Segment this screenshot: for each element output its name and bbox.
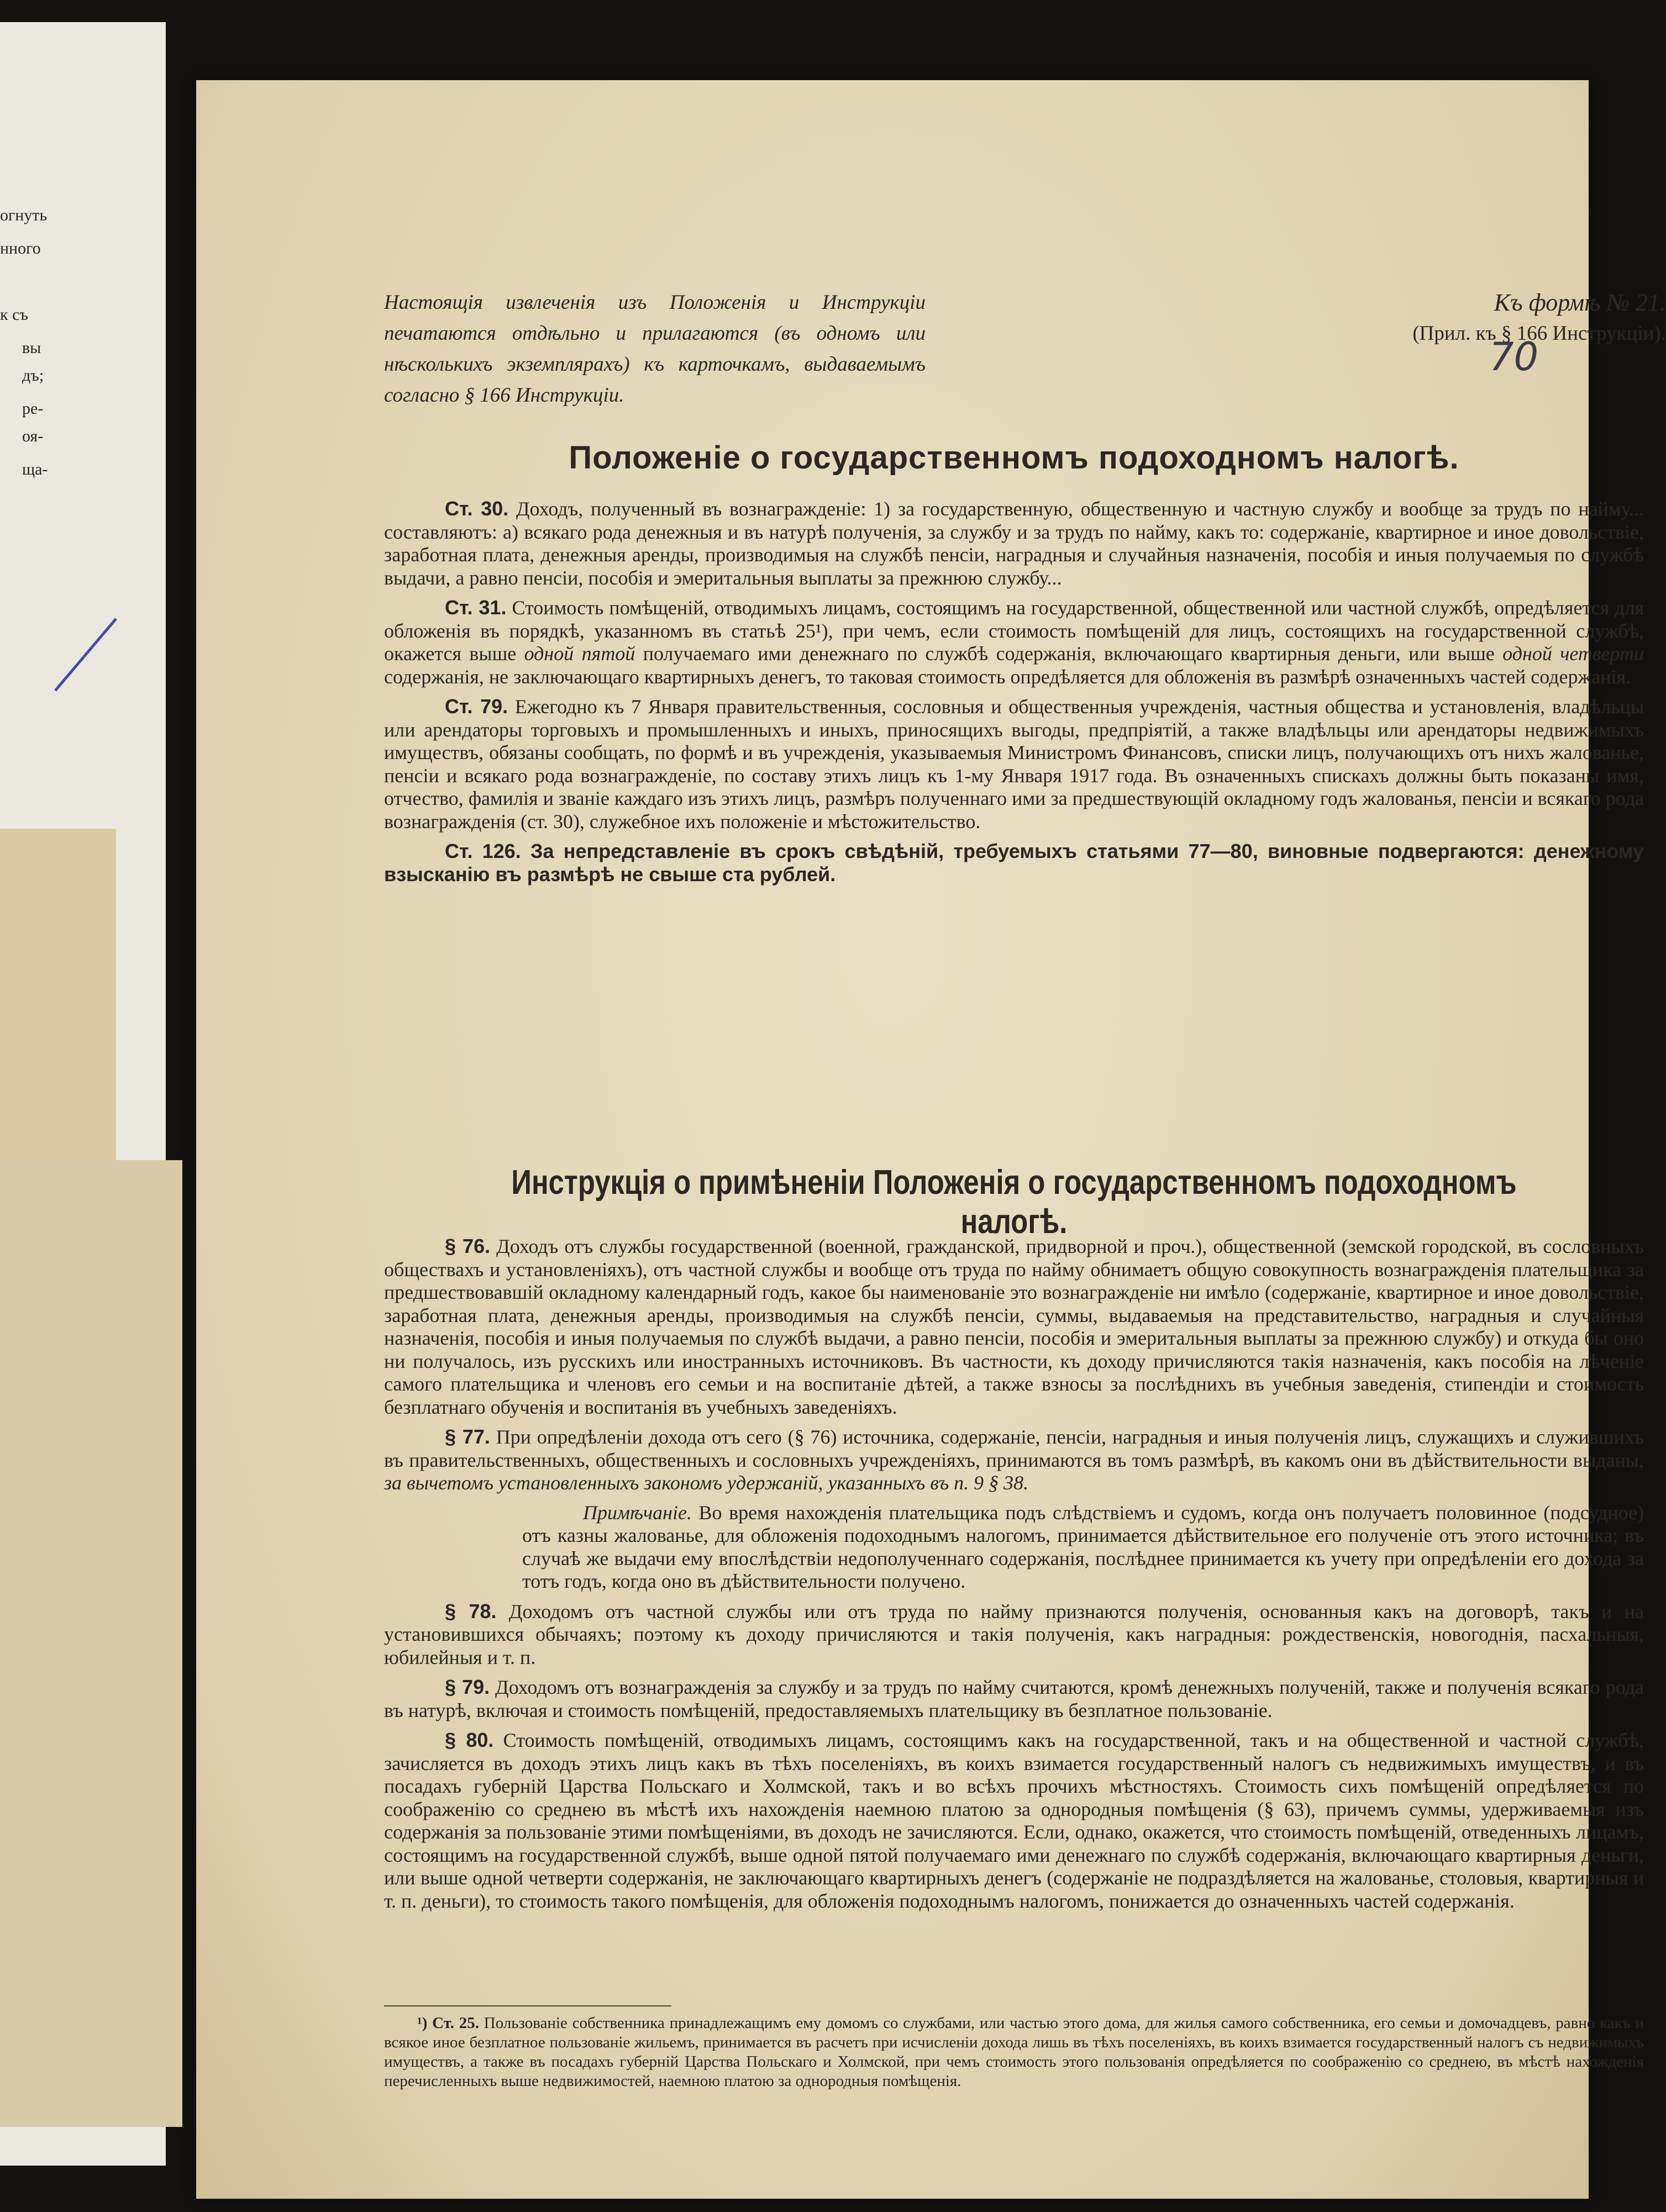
section-paragraph [384,1235,1644,1419]
left-edge-fragment: ре- [22,399,44,418]
left-paper-stack [0,0,182,2182]
section-text: Доходомъ отъ вознагражденія за службу и за трудъ по найму считаются, кромѣ денежныхъ полученій, также и полученія всякаго рода въ натурѣ, включая и стоимость помѣщеній, предоставляемыхъ плательщику въ безплатное пользованіе. [384,1676,1644,1721]
footnote-label: ¹) Ст. 25. [417,2014,479,2032]
section-text: Доходомъ отъ частной службы или отъ труда по найму признаются полученія, основанныя какъ на договорѣ, такъ и на установившихся обычаяхъ; поэтому къ доходу причисляются и такія полученія, какъ наградныя: рождественскія, новогоднія, пасхальныя, юбилейныя и т. п. [384,1600,1644,1668]
section-paragraph [384,1600,1644,1669]
form-reference [1412,287,1666,349]
article-label: Ст. 79. [445,695,508,718]
instruction-sections [384,1235,1644,1919]
left-edge-fragment: вы [22,339,41,357]
section-text: Стоимость помѣщеній, отводимыхъ лицамъ, состоящимъ какъ на государственной, такъ и на общественной и частной службѣ, зачисляется въ доходъ этихъ лицъ какъ въ тѣхъ поселеніяхъ, въ коихъ взимается государственный налогъ съ недвижимыхъ имуществъ, и въ посадахъ губерній Царства Польскаго и Холмской, такъ и во всѣхъ прочихъ мѣстностяхъ. Стоимость сихъ помѣщеній опредѣляется по соображенію со среднею въ мѣстѣ ихъ нахожденія наемною платою за однородныя помѣщенія (§ 63), причемъ суммы, удерживаемыя изъ содержанія за пользованіе этими помѣщеніями, въ доходъ не зачисляются. Если, однако, окажется, что стоимость помѣщеній, отведенныхъ лицамъ, состоящимъ на государственной службѣ, выше одной пятой получаемаго ими денежнаго по службѣ содержанія, включающаго квартирныя деньги, или выше одной четверти содержанія, не заключающаго квартирныхъ денегъ (содержаніе не подраздѣляется на жалованье, столовыя, квартирныя и т. п. деньги), то стоимость такого помѣщенія, для обложенія подоходнымъ налогомъ, понижается до означенныхъ частей содержанія. [384,1729,1644,1912]
footnote-text: Пользованіе собственника принадлежащимъ ему домомъ со службами, или частью этого дома, для жилья самого собственника, его семьи и домочадцевъ, равно какъ и всякое иное безплатное пользованіе жильемъ, принимается въ расчетъ при исчисленіи дохода лишь въ тѣхъ поселеніяхъ, въ коихъ взимается государственный налогъ съ недвижимыхъ имуществъ, а также въ посадахъ губерній Царства Польскаго и Холмской, при чемъ стоимость этого пользованія опредѣляется по соображенію со среднею, въ мѣстѣ нахожденія перечисленныхъ выше недвижимостей, наемною платою за однородныя помѣщенія. [384,2014,1644,2090]
article-text: Стоимость помѣщеній, отводимыхъ лицамъ, состоящимъ на государственной, общественной или частной службѣ, опредѣляется для обложенія въ порядкѣ, указанномъ въ статьѣ 25¹), при чемъ, если стоимость помѣщеній для лицъ, состоящихъ на государственной службѣ, окажется выше [384,597,1644,665]
section-title-instruction: Инструкція о примѣненіи Положенія о государственномъ подоходномъ налогѣ. [511,1163,1517,1241]
article-text: Ежегодно къ 7 Января правительственныя, сословныя и общественныя учрежденія, частныя общества и установленія, владѣльцы или арендаторы торговыхъ и промышленныхъ и иныхъ, приносящихъ выгоды, предпріятій, а также владѣльцы или арендаторы недвижимыхъ имуществъ, обязаны сообщать, по формѣ и въ учрежденія, указываемыя Министромъ Финансовъ, списки лицъ, получающихъ отъ нихъ жалованье, пенсіи и всякаго рода вознагражденіе, по составу этихъ лицъ къ 1-му Января 1917 года. Въ означенныхъ спискахъ должны быть показаны имя, отчество, фамилія и званіе каждаго изъ этихъ лицъ, размѣръ полученнаго ими за предшествующій окладному годъ жалованья, пенсіи и всякаго рода вознагражденія (ст. 30), служебное ихъ положеніе и мѣстожительство. [384,696,1644,833]
left-edge-fragment: к съ [0,306,28,324]
section-label: § 76. [445,1235,491,1257]
section-text: При опредѣленіи дохода отъ сего (§ 76) источника, содержаніе, пенсіи, наградныя и иныя полученія лицъ, служащихъ и служившихъ въ правительственныхъ, общественныхъ и сословныхъ учрежденіяхъ, принимаются въ томъ размѣрѣ, въ какомъ они въ дѣйствительности выданы, [384,1426,1644,1471]
article-paragraph [384,840,1644,886]
left-edge-fragment: оя- [22,427,44,445]
section-emphasis: за вычетомъ установленныхъ закономъ удержаній, указанныхъ въ п. 9 § 38. [384,1472,1029,1494]
left-edge-fragment: огнуть [0,206,48,224]
article-text: получаемаго ими денежнаго по службѣ содержанія, включающаго квартирныя деньги, или выше [635,642,1503,665]
section-paragraph [384,1676,1644,1722]
left-edge-fragment: ща- [22,460,48,478]
article-paragraph [384,695,1644,833]
document-page [196,80,1666,2199]
footnote-rule [384,2005,671,2006]
section-text: Доходъ отъ службы государственной (военной, гражданской, придворной и проч.), общественной (земской городской, въ сословныхъ обществахъ и установленіяхъ), отъ частной службы и вообще отъ труда по найму обнимаетъ общую совокупность вознагражденія плательщика за предшествовавшій окладному календарный годъ, какое бы наименованіе это вознагражденіе ни имѣло (содержаніе, квартирное и иное довольствіе, заработная плата, денежныя аренды, производимыя на службѣ пенсіи, суммы, выдаваемыя на представительство, наградныя и случайныя назначенія, пособія и иныя получаемыя по службѣ выдачи, а равно пенсіи, пособія и эмеритальныя выплаты за прежнюю службу) и откуда бы оно ни получалось, изъ русскихъ или иностранныхъ источниковъ. Въ частности, къ доходу причисляются такія назначенія, какъ пособія на лѣченіе самого плательщика и членовъ его семьи и на воспитаніе дѣтей, а также взносы за послѣднихъ въ учебныя заведенія, стипендіи и стоимость безплатнаго обученія и воспитанія въ учебныхъ заведеніяхъ. [384,1235,1644,1418]
article-label: Ст. 31. [445,596,507,619]
section-label: § 77. [445,1425,490,1448]
section-paragraph [384,1729,1644,1913]
article-paragraph [384,497,1644,589]
note-text: Во время нахожденія плательщика подъ слѣдствіемъ и судомъ, когда онъ получаетъ половинное (подсудное) отъ казны жалованье, для обложенія подоходнымъ налогомъ, принимается дѣйствительное его полученіе отъ этого источника; въ случаѣ же выдачи ему впослѣдствіи недополученнаго содержанія, послѣднее принимается къ учету при опредѣленіи его дохода за тотъ годъ, когда оно въ дѣйствительности получено. [522,1501,1644,1592]
footnote [384,2014,1644,2091]
form-appendix-ref: (Прил. къ § 166 Инструкціи). [1412,322,1666,345]
section-paragraph [384,1425,1644,1495]
article-text: содержанія, не заключающаго квартирныхъ денегъ, то таковая стоимость опредѣляется для обложенія въ размѣрѣ означенныхъ частей содержанія. [384,665,1631,688]
article-label: Ст. 30. [445,497,509,520]
article-emphasis: одной четверти [1502,642,1644,665]
form-number: Къ формѣ № 21. [1494,289,1666,316]
article-label: Ст. 126. [445,840,521,862]
left-edge-fragment: нного [0,239,41,257]
article-emphasis: одной пятой [524,642,635,665]
section-label: § 78. [445,1599,497,1623]
article-text: Доходъ, полученный въ вознагражденіе: 1) за государственную, общественную и частную службу и вообще за трудъ по найму... составляютъ: а) всякаго рода денежныя и въ натурѣ полученія, за службу и за трудъ по найму, какъ то: содержаніе, квартирное и иное довольствіе, заработная плата, денежныя аренды, производимыя на службѣ пенсіи, наградныя и случайныя назначенія, пособія и иныя получаемыя по службѣ выдачи, а равно пенсіи, пособія и эмеритальныя выплаты за прежнюю службу... [384,498,1644,589]
section-label: § 79. [445,1676,490,1698]
article-text: За непредставленіе въ срокъ свѣдѣній, требуемыхъ статьями 77—80, виновные подвергаются: денежному взысканію въ размѣрѣ не свыше ста рублей. [384,840,1644,886]
regulation-articles [384,497,1644,892]
note-label: Примѣчаніе. [583,1501,692,1524]
section-label: § 80. [445,1729,494,1751]
article-paragraph [384,596,1644,688]
handwritten-page-number: 70 [1489,334,1539,380]
preamble-note: Настоящія извлеченія изъ Положенія и Инструкціи печатаются отдѣльно и прилагаются (въ одномъ или нѣсколькихъ экземплярахъ) къ карточкамъ, выдаваемымъ согласно § 166 Инструкціи. [384,291,926,407]
section-title-regulation: Положеніе о государственномъ подоходномъ налогѣ. [569,440,1459,476]
pen-stroke-mark [22,613,122,702]
section-note [522,1502,1644,1593]
left-edge-fragment: дъ; [22,366,44,385]
left-sheet-bottom [0,1160,182,2127]
